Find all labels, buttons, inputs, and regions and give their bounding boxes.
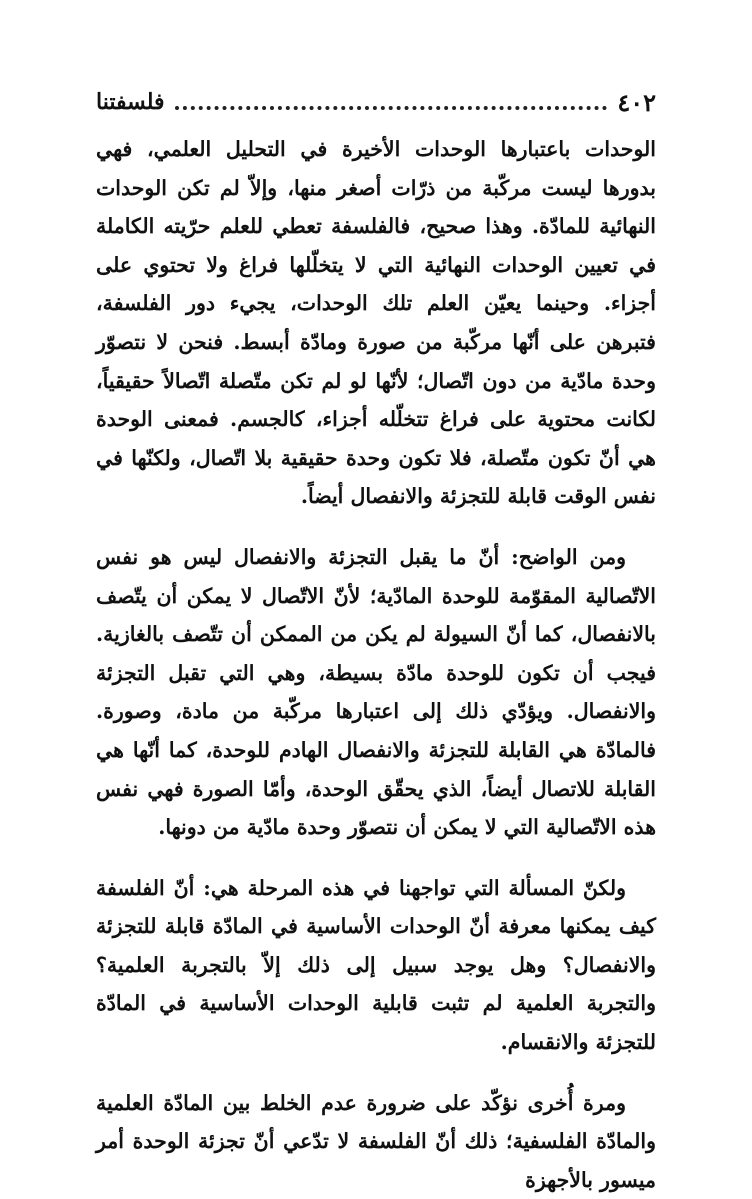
paragraph-3: ولكنّ المسألة التي تواجهنا في هذه المرحلة هي: أنّ الفلسفة كيف يمكنها معرفة أنّ الوحدات الأساسية في المادّة قابلة للتجزئة والانفصال؟ وهل يوجد سبيل إلى ذلك إلاّ بالتجربة العلمية؟ والتجربة العلمية لم تثبت قابلية الوحدات الأساسية في المادّة للتجزئة والانقسام. (96, 875, 656, 1055)
paragraph-4: ومرة أُخرى نؤكّد على ضرورة عدم الخلط بين المادّة العلمية والمادّة الفلسفية؛ ذلك أنّ الفلسفة لا تدّعي أنّ تجزئة الوحدة أمر ميسور بالأجهزة (96, 1090, 656, 1192)
paragraph-2: ومن الواضح: أنّ ما يقبل التجزئة والانفصال ليس هو نفس الاتّصالية المقوّمة للوحدة المادّية؛ لأنّ الاتّصال لا يمكن أن يتّصف بالانفصال، كما أنّ السيولة لم يكن من الممكن أن تتّصف بالغازية. فيجب أن تكون للوحدة مادّة بسيطة، وهي التي تقبل التجزئة والانفصال. ويؤدّي ذلك إلى اعتبارها مركّبة من مادة، وصورة. فالمادّة هي القابلة للتجزئة والانفصال الهادم للوحدة، كما أنّها هي القابلة للاتصال أيضاً، الذي يحقّق الوحدة، وأمّا الصورة فهي نفس هذه الاتّصالية التي لا يمكن أن نتصوّر وحدة مادّية من دونها. (96, 544, 656, 840)
paragraph-1: الوحدات باعتبارها الوحدات الأخيرة في التحليل العلمي، فهي بدورها ليست مركّبة من ذرّات أصغر منها، وإلاّ لم تكن الوحدات النهائية للمادّة. وهذا صحيح، فالفلسفة تعطي للعلم حرّيته الكاملة في تعيين الوحدات النهائية التي لا يتخلّلها فراغ ولا تحتوي على أجزاء. وحينما يعيّن العلم تلك الوحدات، يجيء دور الفلسفة، فتبرهن على أنّها مركّبة من صورة ومادّة أبسط. فنحن لا نتصوّر وحدة مادّية من دون اتّصال؛ لأنّها لو لم تكن متّصلة اتّصالاً حقيقياً، لكانت محتوية على فراغ تتخلّله أجزاء، كالجسم. فمعنى الوحدة هي أنّ تكون متّصلة، فلا تكون وحدة حقيقية بلا اتّصال، ولكنّها في نفس الوقت قابلة للتجزئة والانفصال أيضاً. (96, 137, 656, 509)
body-text (96, 130, 656, 1199)
page-number: ٤٠٢ (617, 87, 656, 117)
header-dot-leader (175, 106, 608, 110)
running-header (96, 84, 656, 120)
book-title: فلسفتنا (96, 89, 165, 115)
